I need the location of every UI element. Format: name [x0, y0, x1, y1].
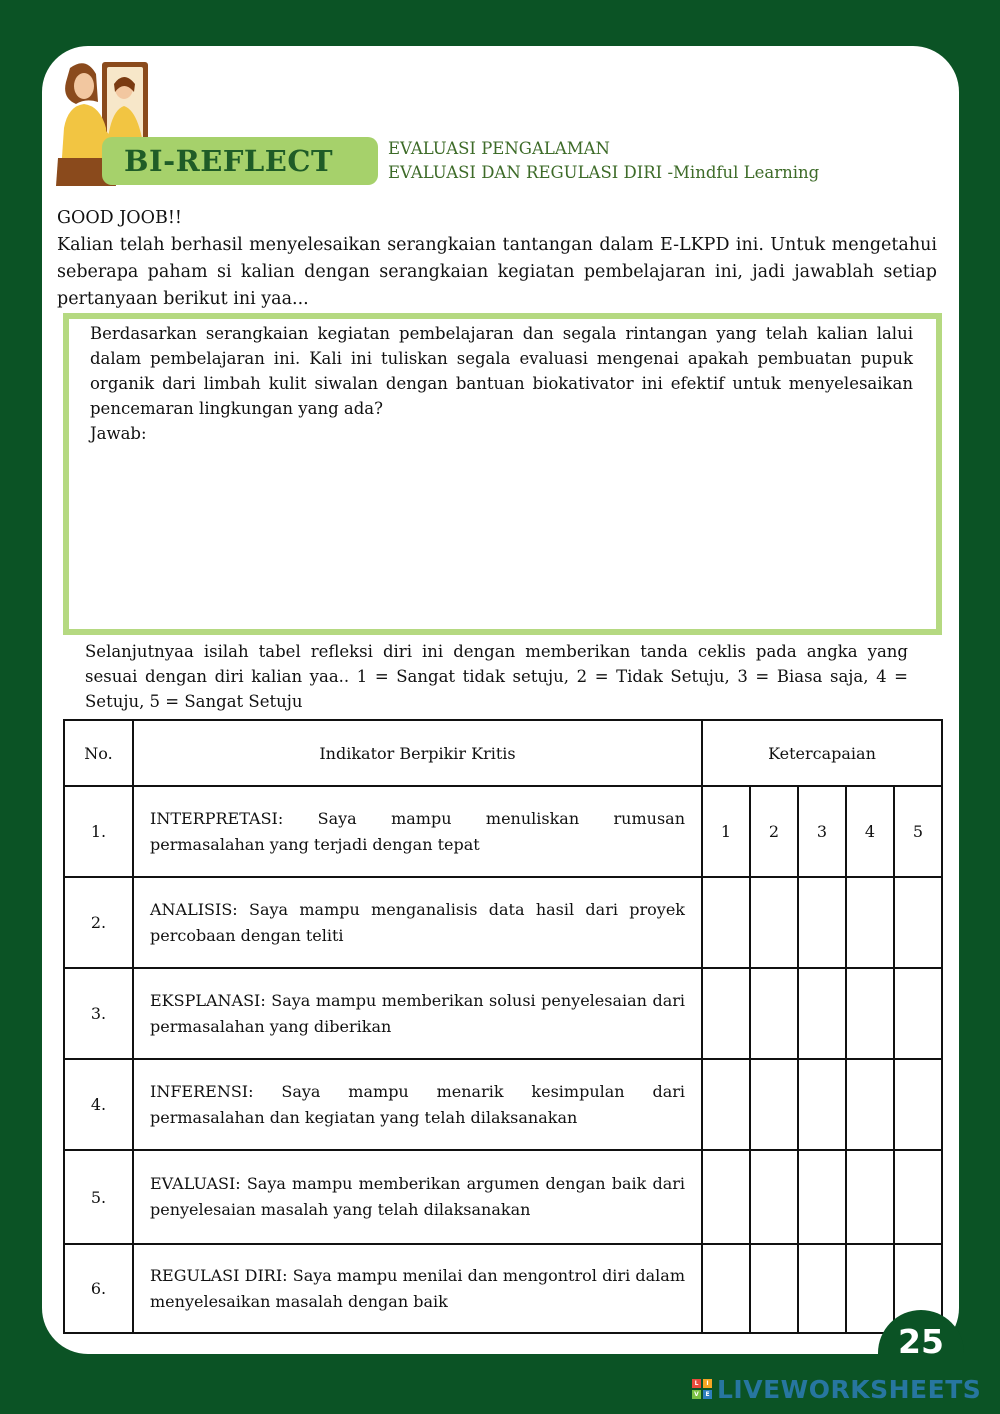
- checkbox-cell[interactable]: [894, 877, 942, 968]
- checkbox-cell[interactable]: [750, 877, 798, 968]
- row-indicator: REGULASI DIRI: Saya mampu menilai dan mengontrol diri dalam menyelesaikan masalah dengan baik: [133, 1244, 702, 1333]
- score-label-4: 4: [846, 786, 894, 877]
- header-achievement: Ketercapaian: [702, 720, 942, 786]
- row-number: 6.: [64, 1244, 133, 1333]
- header-no: No.: [64, 720, 133, 786]
- checkbox-cell[interactable]: [798, 1150, 846, 1244]
- checkbox-cell[interactable]: [702, 877, 750, 968]
- checkbox-cell[interactable]: [702, 1150, 750, 1244]
- intro-body: Kalian telah berhasil menyelesaikan serangkaian tantangan dalam E-LKPD ini. Untuk mengetahui seberapa paham si kalian dengan serangkaian kegiatan pembelajaran ini, jadi jawablah setiap pertanyaan berikut ini yaa...: [57, 235, 937, 309]
- badge-title: BI-REFLECT: [124, 144, 334, 178]
- checkbox-cell[interactable]: [702, 1059, 750, 1150]
- logo-letter: E: [703, 1390, 712, 1399]
- table-instruction: Selanjutnyaa isilah tabel refleksi diri ini dengan memberikan tanda ceklis pada angka yang sesuai dengan diri kalian yaa.. 1 = Sangat tidak setuju, 2 = Tidak Setuju, 3 = Biasa saja, 4 = Setuju, 5 = Sangat Setuju: [85, 642, 908, 711]
- score-label-5: 5: [894, 786, 942, 877]
- header-indicator: Indikator Berpikir Kritis: [133, 720, 702, 786]
- row-number: 2.: [64, 877, 133, 968]
- checkbox-cell[interactable]: [798, 1244, 846, 1333]
- table-row: [64, 877, 942, 968]
- checkbox-cell[interactable]: [846, 1059, 894, 1150]
- checkbox-cell[interactable]: [798, 877, 846, 968]
- page-number: 25: [878, 1310, 964, 1378]
- logo-letter: V: [692, 1390, 701, 1399]
- subtitle-evaluasi-regulasi: EVALUASI DAN REGULASI DIRI -Mindful Learning: [388, 163, 820, 182]
- question-block: [90, 321, 913, 446]
- checkbox-cell[interactable]: [750, 968, 798, 1059]
- score-label-2: 2: [750, 786, 798, 877]
- question-text: Berdasarkan serangkaian kegiatan pembelajaran dan segala rintangan yang telah kalian lalui dalam pembelajaran ini. Kali ini tuliskan segala evaluasi mengenai apakah pembuatan pupuk organik dari limbah kulit siwalan dengan bantuan biokativator ini efektif untuk menyelesaikan pencemaran lingkungan yang ada?: [90, 324, 913, 418]
- liveworksheets-watermark: [692, 1376, 981, 1402]
- checkbox-cell[interactable]: [894, 968, 942, 1059]
- table-row: [64, 786, 942, 877]
- row-number: 4.: [64, 1059, 133, 1150]
- checkbox-cell[interactable]: [894, 1059, 942, 1150]
- checkbox-cell[interactable]: [798, 1059, 846, 1150]
- checkbox-cell[interactable]: [846, 877, 894, 968]
- watermark-text: LIVEWORKSHEETS: [717, 1374, 982, 1404]
- checkbox-cell[interactable]: [798, 968, 846, 1059]
- table-row: [64, 968, 942, 1059]
- row-indicator: EVALUASI: Saya mampu memberikan argumen dengan baik dari penyelesaian masalah yang telah dilaksanakan: [133, 1150, 702, 1244]
- logo-letter: L: [692, 1379, 701, 1388]
- checkbox-cell[interactable]: [846, 1150, 894, 1244]
- logo-letter: I: [703, 1379, 712, 1388]
- checkbox-cell[interactable]: [750, 1059, 798, 1150]
- checkbox-cell[interactable]: [702, 968, 750, 1059]
- checkbox-cell[interactable]: [846, 968, 894, 1059]
- checkbox-cell[interactable]: [702, 1244, 750, 1333]
- row-number: 5.: [64, 1150, 133, 1244]
- answer-label: Jawab:: [90, 424, 147, 443]
- table-row: [64, 1059, 942, 1150]
- row-indicator: ANALISIS: Saya mampu menganalisis data hasil dari proyek percobaan dengan teliti: [133, 877, 702, 968]
- intro-section: [57, 205, 937, 313]
- liveworksheets-logo-icon: [692, 1379, 712, 1399]
- checkbox-cell[interactable]: [750, 1150, 798, 1244]
- checkbox-cell[interactable]: [846, 1244, 894, 1333]
- checkbox-cell[interactable]: [750, 1244, 798, 1333]
- row-number: 1.: [64, 786, 133, 877]
- score-label-3: 3: [798, 786, 846, 877]
- reflection-table: [63, 719, 943, 1334]
- row-indicator: INTERPRETASI: Saya mampu menuliskan rumusan permasalahan yang terjadi dengan tepat: [133, 786, 702, 877]
- row-indicator: INFERENSI: Saya mampu menarik kesimpulan dari permasalahan dan kegiatan yang telah dilaksanakan: [133, 1059, 702, 1150]
- checkbox-cell[interactable]: [894, 1150, 942, 1244]
- row-number: 3.: [64, 968, 133, 1059]
- table-row: [64, 1244, 942, 1333]
- greeting: GOOD JOOB!!: [57, 208, 182, 228]
- row-indicator: EKSPLANASI: Saya mampu memberikan solusi penyelesaian dari permasalahan yang diberikan: [133, 968, 702, 1059]
- score-label-1: 1: [702, 786, 750, 877]
- table-row: [64, 1150, 942, 1244]
- subtitle-evaluasi-pengalaman: EVALUASI PENGALAMAN: [388, 139, 610, 158]
